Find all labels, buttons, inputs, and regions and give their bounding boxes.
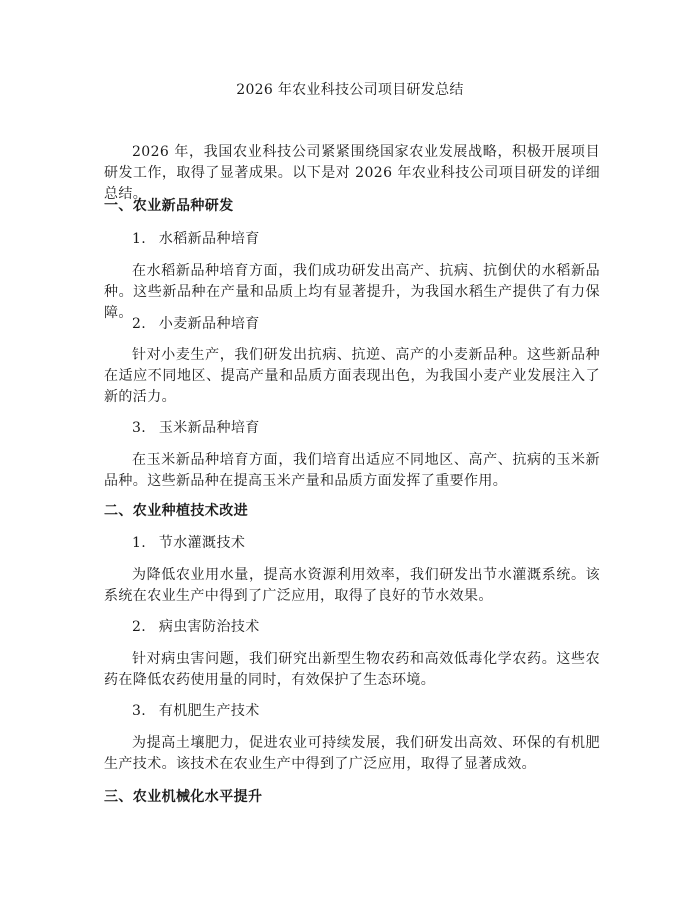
subheading-label: 节水灌溉技术 — [158, 535, 246, 551]
paragraph-pest-control: 针对病虫害问题，我们研究出新型生物农药和高效低毒化学农药。这些农药在降低农药使用量的同时，有效保护了生态环境。 — [104, 651, 600, 688]
subheading-number: 1. — [132, 231, 147, 247]
subheading-irrigation — [132, 533, 245, 553]
subheading-pest-control — [132, 617, 260, 637]
subheading-label: 有机肥生产技术 — [158, 703, 260, 719]
subheading-organic-fertilizer — [132, 701, 260, 721]
paragraph-wheat: 针对小麦生产，我们研发出抗病、抗逆、高产的小麦新品种。这些新品种在适应不同地区、提高产量和品质方面表现出色，为我国小麦产业发展注入了新的活力。 — [104, 347, 600, 405]
subheading-number: 3. — [132, 703, 147, 719]
document-title: 2026 年农业科技公司项目研发总结 — [236, 82, 464, 98]
subheading-number: 1. — [132, 535, 147, 551]
section-heading-new-varieties: 一、农业新品种研发 — [104, 198, 234, 214]
subheading-corn — [132, 418, 260, 438]
subheading-number: 2. — [132, 316, 147, 332]
section-heading-planting-tech: 二、农业种植技术改进 — [104, 503, 248, 519]
subheading-number: 2. — [132, 619, 147, 635]
paragraph-organic-fertilizer: 为提高土壤肥力，促进农业可持续发展，我们研发出高效、环保的有机肥生产技术。该技术在农业生产中得到了广泛应用，取得了显著成效。 — [104, 735, 600, 772]
paragraph-irrigation: 为降低农业用水量，提高水资源利用效率，我们研发出节水灌溉系统。该系统在农业生产中得到了广泛应用，取得了良好的节水效果。 — [104, 567, 600, 604]
subheading-rice — [132, 229, 260, 249]
subheading-label: 水稻新品种培育 — [158, 231, 260, 247]
paragraph-corn: 在玉米新品种培育方面，我们培育出适应不同地区、高产、抗病的玉米新品种。这些新品种在提高玉米产量和品质方面发挥了重要作用。 — [104, 452, 600, 489]
subheading-label: 玉米新品种培育 — [158, 420, 260, 436]
subheading-wheat — [132, 314, 260, 334]
subheading-number: 3. — [132, 420, 147, 436]
subheading-label: 小麦新品种培育 — [158, 316, 260, 332]
subheading-label: 病虫害防治技术 — [158, 619, 260, 635]
intro-paragraph: 2026 年，我国农业科技公司紧紧围绕国家农业发展战略，积极开展项目研发工作，取得了显著成果。以下是对 2026 年农业科技公司项目研发的详细总结。 — [104, 144, 600, 202]
paragraph-rice: 在水稻新品种培育方面，我们成功研发出高产、抗病、抗倒伏的水稻新品种。这些新品种在产量和品质上均有显著提升，为我国水稻生产提供了有力保障。 — [104, 263, 600, 321]
section-heading-mechanization: 三、农业机械化水平提升 — [104, 789, 263, 805]
